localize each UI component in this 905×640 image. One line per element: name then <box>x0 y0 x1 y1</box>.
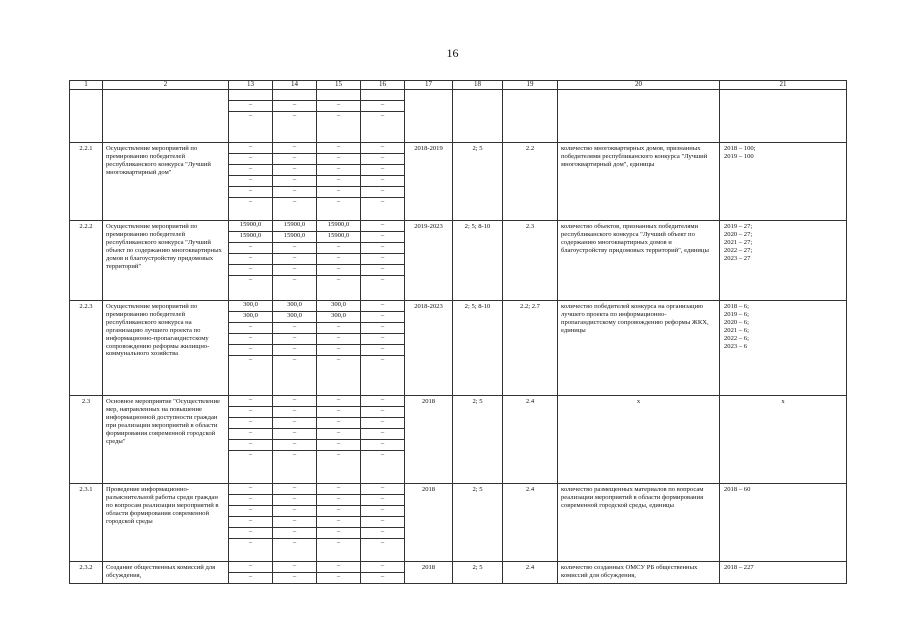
tasks: 2; 5; 8-10 <box>453 301 503 396</box>
financing-cell-col15 <box>317 221 361 301</box>
financing-value: – <box>229 254 272 265</box>
column-header-21: 21 <box>720 81 847 90</box>
indicator-number: 2.2 <box>503 143 558 221</box>
period: 2018 <box>405 396 453 484</box>
financing-cell-col15 <box>317 562 361 584</box>
activity-name <box>103 90 229 143</box>
financing-value: – <box>229 562 272 573</box>
financing-value: – <box>380 276 385 283</box>
activity-name: Создание общественных комиссий для обсуждения, <box>103 562 229 584</box>
financing-cell-col14 <box>273 221 317 301</box>
column-header-19: 19 <box>503 81 558 90</box>
financing-value: – <box>336 539 341 546</box>
financing-value: – <box>273 143 316 154</box>
financing-value: – <box>361 165 404 176</box>
page-number: 16 <box>446 46 459 60</box>
financing-value: – <box>336 198 341 205</box>
financing-value: – <box>336 276 341 283</box>
table-row <box>70 562 847 584</box>
financing-value: – <box>229 243 272 254</box>
financing-value: – <box>273 495 316 506</box>
financing-value: – <box>361 334 404 345</box>
financing-value: – <box>336 451 341 458</box>
financing-value: – <box>229 101 272 112</box>
period: 2018 <box>405 562 453 584</box>
indicator-values: 2018 – 60 <box>720 484 847 562</box>
financing-value: – <box>317 440 360 451</box>
financing-cell-col14 <box>273 484 317 562</box>
financing-cell-col13 <box>229 143 273 221</box>
financing-cell-col13 <box>229 90 273 143</box>
financing-value: – <box>248 573 253 580</box>
financing-value: – <box>273 101 316 112</box>
indicator-values: 2019 – 27; 2020 – 27; 2021 – 27; 2022 – 27; 2023 – 27 <box>720 221 847 301</box>
financing-value: – <box>229 265 272 276</box>
column-header-13: 13 <box>229 81 273 90</box>
financing-value: – <box>229 143 272 154</box>
indicator-values: 2018 – 100; 2019 – 100 <box>720 143 847 221</box>
financing-cell-col13 <box>229 562 273 584</box>
financing-cell-col15 <box>317 90 361 143</box>
financing-value: – <box>229 506 272 517</box>
financing-value: – <box>229 517 272 528</box>
period: 2018 <box>405 484 453 562</box>
financing-value: – <box>317 418 360 429</box>
financing-value: – <box>361 154 404 165</box>
financing-value: 300,0 <box>273 312 316 323</box>
financing-value: – <box>361 528 404 539</box>
column-header-15: 15 <box>317 81 361 90</box>
financing-value: – <box>229 345 272 356</box>
financing-value: – <box>317 101 360 112</box>
financing-value: – <box>380 198 385 205</box>
financing-value: – <box>273 345 316 356</box>
financing-value: – <box>273 334 316 345</box>
financing-value: – <box>361 440 404 451</box>
financing-value: – <box>361 418 404 429</box>
financing-value: – <box>361 187 404 198</box>
tasks <box>453 90 503 143</box>
financing-value: – <box>317 154 360 165</box>
financing-value <box>273 90 316 101</box>
financing-value: – <box>380 356 385 363</box>
financing-value: – <box>317 165 360 176</box>
financing-value: – <box>229 440 272 451</box>
column-header-18: 18 <box>453 81 503 90</box>
program-table <box>69 80 847 584</box>
financing-cell-col15 <box>317 396 361 484</box>
financing-value: – <box>273 187 316 198</box>
indicator-values: 2018 – 6; 2019 – 6; 2020 – 6; 2021 – 6; 2022 – 6; 2023 – 6 <box>720 301 847 396</box>
financing-value: – <box>248 356 253 363</box>
financing-value: – <box>273 165 316 176</box>
financing-value: – <box>380 573 385 580</box>
financing-value: 15900,0 <box>273 221 316 232</box>
activity-name: Основное мероприятие "Осуществление мер, направленных на повышение информационной доступности граждан при реализации мероприятий в области формирования современной городской среды" <box>103 396 229 484</box>
tasks: 2; 5 <box>453 484 503 562</box>
financing-value: – <box>229 407 272 418</box>
financing-value: – <box>273 562 316 573</box>
financing-value: – <box>248 198 253 205</box>
financing-value: – <box>317 407 360 418</box>
financing-value: – <box>229 418 272 429</box>
financing-value: – <box>317 345 360 356</box>
financing-value: – <box>229 323 272 334</box>
financing-value: – <box>248 539 253 546</box>
table-row <box>70 221 847 301</box>
financing-value: – <box>317 562 360 573</box>
table-row <box>70 143 847 221</box>
financing-value: – <box>380 451 385 458</box>
indicator-number: 2.4 <box>503 484 558 562</box>
financing-value: – <box>273 243 316 254</box>
indicator-description <box>558 90 720 143</box>
financing-value: – <box>317 495 360 506</box>
row-number: 2.3.1 <box>70 484 103 562</box>
row-number: 2.2.2 <box>70 221 103 301</box>
financing-value: – <box>273 323 316 334</box>
column-header-20: 20 <box>558 81 720 90</box>
financing-cell-col16 <box>361 396 405 484</box>
financing-value: – <box>229 187 272 198</box>
indicator-values: 2018 – 227 <box>720 562 847 584</box>
financing-value: – <box>317 187 360 198</box>
financing-value: – <box>361 506 404 517</box>
financing-value <box>317 90 360 101</box>
financing-value: – <box>361 232 404 243</box>
row-number <box>70 90 103 143</box>
tasks: 2; 5; 8-10 <box>453 221 503 301</box>
period: 2018-2023 <box>405 301 453 396</box>
header-row <box>70 81 847 90</box>
financing-value: – <box>361 484 404 495</box>
financing-value: 300,0 <box>229 312 272 323</box>
financing-value: – <box>229 176 272 187</box>
financing-value: – <box>273 484 316 495</box>
financing-value: 15900,0 <box>229 232 272 243</box>
indicator-description: количество размещенных материалов по вопросам реализации мероприятий в области формирования современной городской среды, единицы <box>558 484 720 562</box>
financing-value: 15900,0 <box>317 221 360 232</box>
financing-value: – <box>273 418 316 429</box>
financing-value: – <box>229 484 272 495</box>
row-number: 2.3.2 <box>70 562 103 584</box>
financing-value: – <box>292 276 297 283</box>
activity-name: Осуществление мероприятий по премированию победителей республиканского конкурса "Лучший многоквартирный дом" <box>103 143 229 221</box>
indicator-number: 2.2; 2.7 <box>503 301 558 396</box>
financing-value: – <box>361 101 404 112</box>
financing-cell-col16 <box>361 90 405 143</box>
column-header-2: 2 <box>103 81 229 90</box>
period: 2019-2023 <box>405 221 453 301</box>
table-row <box>70 396 847 484</box>
financing-value: – <box>248 451 253 458</box>
financing-cell-col15 <box>317 301 361 396</box>
financing-value: – <box>273 517 316 528</box>
financing-value: – <box>361 143 404 154</box>
column-header-17: 17 <box>405 81 453 90</box>
financing-value: – <box>317 396 360 407</box>
financing-value: – <box>292 112 297 119</box>
indicator-description: количество многоквартирных домов, признанных победителями республиканского конкурса "Лучший многоквартирный дом", единицы <box>558 143 720 221</box>
financing-value: – <box>380 539 385 546</box>
financing-value: – <box>229 165 272 176</box>
financing-value: – <box>273 528 316 539</box>
financing-cell-col15 <box>317 143 361 221</box>
financing-value: – <box>361 221 404 232</box>
financing-value: – <box>317 517 360 528</box>
financing-value: – <box>361 312 404 323</box>
financing-value: – <box>273 254 316 265</box>
financing-value: – <box>229 396 272 407</box>
financing-value: 300,0 <box>273 301 316 312</box>
indicator-description: x <box>558 396 720 484</box>
financing-value: – <box>361 176 404 187</box>
financing-cell-col16 <box>361 301 405 396</box>
activity-name: Проведение информационно-разъяснительной работы среди граждан по вопросам реализации мероприятий в области формирования современной городской среды <box>103 484 229 562</box>
financing-value: – <box>273 396 316 407</box>
indicator-values: x <box>720 396 847 484</box>
financing-value: – <box>361 517 404 528</box>
indicator-number: 2.4 <box>503 396 558 484</box>
financing-value: 300,0 <box>317 312 360 323</box>
indicator-description: количество объектов, признанных победителями республиканского конкурса "Лучший объект по содержанию многоквартирных домов и благоустройству придомовых территорий", единицы <box>558 221 720 301</box>
financing-value: – <box>273 176 316 187</box>
financing-cell-col13 <box>229 396 273 484</box>
financing-value: 300,0 <box>229 301 272 312</box>
financing-value: – <box>229 528 272 539</box>
financing-value: – <box>317 528 360 539</box>
table-row <box>70 90 847 143</box>
row-number: 2.3 <box>70 396 103 484</box>
period <box>405 90 453 143</box>
tasks: 2; 5 <box>453 396 503 484</box>
financing-value: – <box>361 243 404 254</box>
financing-value: 15900,0 <box>273 232 316 243</box>
row-number: 2.2.3 <box>70 301 103 396</box>
financing-value: – <box>361 345 404 356</box>
financing-value: – <box>317 265 360 276</box>
financing-value: – <box>317 323 360 334</box>
financing-value: – <box>273 154 316 165</box>
financing-value: – <box>248 276 253 283</box>
financing-cell-col16 <box>361 143 405 221</box>
financing-cell-col13 <box>229 221 273 301</box>
financing-value: – <box>317 429 360 440</box>
financing-cell-col14 <box>273 143 317 221</box>
financing-value: – <box>317 484 360 495</box>
column-header-16: 16 <box>361 81 405 90</box>
financing-value: – <box>361 301 404 312</box>
financing-cell-col14 <box>273 301 317 396</box>
financing-cell-col15 <box>317 484 361 562</box>
financing-value: – <box>336 112 341 119</box>
financing-value: – <box>317 506 360 517</box>
tasks: 2; 5 <box>453 562 503 584</box>
indicator-number: 2.3 <box>503 221 558 301</box>
financing-cell-col16 <box>361 221 405 301</box>
activity-name: Осуществление мероприятий по премированию победителей республиканского конкурса на организацию лучшего проекта по информационно-пропагандистскому сопровождению реформы жилищно-коммунального хозяйства <box>103 301 229 396</box>
financing-value: – <box>317 143 360 154</box>
indicator-number <box>503 90 558 143</box>
column-header-1: 1 <box>70 81 103 90</box>
tasks: 2; 5 <box>453 143 503 221</box>
financing-value <box>229 90 272 101</box>
financing-value: – <box>229 429 272 440</box>
financing-value: – <box>336 573 341 580</box>
financing-value: – <box>361 323 404 334</box>
indicator-description: количество победителей конкурса на организацию лучшего проекта по информационно-пропагандистскому сопровождению реформы ЖКХ, единицы <box>558 301 720 396</box>
financing-value: – <box>248 112 253 119</box>
financing-value: – <box>361 254 404 265</box>
financing-value: – <box>273 265 316 276</box>
financing-value: – <box>229 334 272 345</box>
financing-value: – <box>317 176 360 187</box>
financing-value: 15900,0 <box>317 232 360 243</box>
financing-value: – <box>380 112 385 119</box>
financing-cell-col16 <box>361 484 405 562</box>
financing-cell-col14 <box>273 396 317 484</box>
financing-value: – <box>292 451 297 458</box>
financing-value: – <box>317 254 360 265</box>
table-row <box>70 484 847 562</box>
financing-value: – <box>292 539 297 546</box>
financing-value: – <box>292 356 297 363</box>
financing-value: – <box>317 243 360 254</box>
financing-value: – <box>273 407 316 418</box>
financing-value: – <box>317 334 360 345</box>
table-row <box>70 301 847 396</box>
financing-value: 15900,0 <box>229 221 272 232</box>
indicator-description: количество созданных ОМСУ РБ общественных комиссий для обсуждения, <box>558 562 720 584</box>
financing-value: – <box>361 265 404 276</box>
financing-value: – <box>273 440 316 451</box>
financing-cell-col13 <box>229 484 273 562</box>
period: 2018-2019 <box>405 143 453 221</box>
financing-value: – <box>361 562 404 573</box>
financing-cell-col13 <box>229 301 273 396</box>
financing-value: 300,0 <box>317 301 360 312</box>
financing-value: – <box>361 429 404 440</box>
financing-cell-col14 <box>273 562 317 584</box>
indicator-number: 2.4 <box>503 562 558 584</box>
financing-value: – <box>229 154 272 165</box>
financing-value: – <box>336 356 341 363</box>
financing-value: – <box>273 429 316 440</box>
financing-cell-col16 <box>361 562 405 584</box>
financing-value <box>361 90 404 101</box>
column-header-14: 14 <box>273 81 317 90</box>
financing-value: – <box>361 396 404 407</box>
financing-value: – <box>361 407 404 418</box>
activity-name: Осуществление мероприятий по премированию победителей республиканского конкурса "Лучший объект по содержанию многоквартирных домов и благоустройству придомовых территорий" <box>103 221 229 301</box>
row-number: 2.2.1 <box>70 143 103 221</box>
indicator-values <box>720 90 847 143</box>
financing-cell-col14 <box>273 90 317 143</box>
financing-value: – <box>229 495 272 506</box>
financing-value: – <box>292 573 297 580</box>
financing-value: – <box>292 198 297 205</box>
financing-value: – <box>361 495 404 506</box>
financing-value: – <box>273 506 316 517</box>
